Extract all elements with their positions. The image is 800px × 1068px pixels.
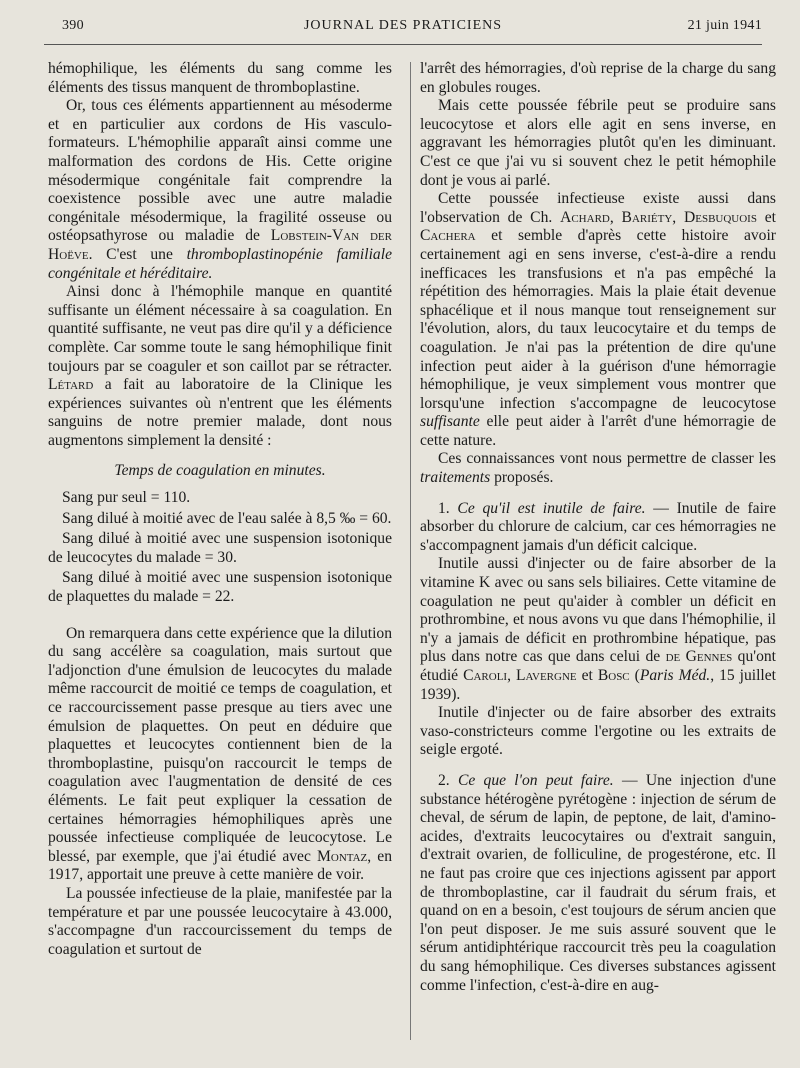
page-header [44,18,762,40]
result-line: Sang dilué à moitié avec de l'eau salée à 8,5 ‰ = 60. [62,509,392,527]
paragraph: l'arrêt des hémorragies, d'où reprise de la charge du sang en globules rouges. [420,60,776,96]
paragraph: hémophilique, les éléments du sang comme les éléments des tissus manquent de thromboplastine. [48,60,392,96]
result-line: Sang dilué à moitié avec une suspension isotonique de leucocytes du malade = 30. [48,530,392,566]
author-name: Létard [48,376,94,394]
section-heading-paragraph: 1. Ce qu'il est inutile de faire. — Inutile de faire absorber du chlorure de calcium, car ces hémorragies ne s'accompagnent jamais d'un déficit calcique. [420,499,777,554]
author-name: Lobstein-Van der Hoëve [48,227,392,263]
table-title: Temps de coagulation en minutes. [114,462,326,480]
right-column [420,60,776,995]
paragraph: Mais cette poussée fébrile peut se produire sans leucocytose et alors elle agit en sens inverse, en aggravant les hémorragies plutôt qu'en les diminuant. C'est ce que j'ai vu si souvent chez le petit hémophile dont je vous ai parlé. [420,97,776,189]
author-name: Montaz [317,847,368,865]
section-heading-paragraph: 2. Ce que l'on peut faire. — Une injection d'une substance hétérogène pyrétogène : injection de sérum de cheval, de sérum de lapin, de peptone, de lait, d'amino-acides, d'extraits leucocytaires ou d'extrait sanguin, d'extrait ovarien, de folliculine, de progestérone, etc. Il ne faut pas croire que ces injections agissent par apport de thromboplastine, car il faudrait du sérum frais, et quand on en a besoin, c'est toujours de sérum ancien que l'on peut disposer. Je me suis assuré souvent que le sérum antidiphtérique raccourcit très peu la coagulation du sang hémophilique. Ces diverses substances agissent comme l'infection, c'est-à-dire en aug- [420,771,776,994]
header-rule [44,44,762,45]
column-divider [410,62,411,1040]
paragraph: Or, tous ces éléments appartiennent au mésoderme et en particulier aux cordons de His vasculo-formateurs. L'hémophilie apparaît ainsi comme une malformation des cordons de His. Cette origine mésodermique congénitale fait comprendre la coexistence possible avec une autre maladie congénitale mésodermique, la fragilité osseuse ou ostéopsathyrose ou maladie de Lobstein-Van der Hoëve. C'est une thromboplastinopénie familiale congénitale et héréditaire. [48,97,392,282]
left-column [48,60,392,959]
paragraph: La poussée infectieuse de la plaie, manifestée par la température et par une poussée leucocytaire à 43.000, s'accompagne d'un raccourcissement du temps de coagulation et surtout de [48,884,392,958]
journal-title: JOURNAL DES PRATICIENS [303,18,503,33]
paragraph: Cette poussée infectieuse existe aussi dans l'observation de Ch. Achard, Bariéty, Desbuquois et Cachera et semble d'après cette histoire avoir certainement agi en sens inverse, c'est-à-dire a rendu inefficaces les transfusions et n'a pas empêché la répétition des hémorragies. Mais la plaie était devenue sphacélique et il nous manque tout renseignement sur l'évolution, alors, du taux leucocytaire et du temps de coagulation. Je n'ai pas la prétention de dire qu'une infection peut aider à la guérison d'une hémorragie hémophilique, je veux simplement vous montrer que lorsqu'une infection s'accompagne de leucocytose suffisante elle peut aider à l'arrêt d'une hémorragie de cette nature. [420,190,777,449]
paragraph: Ces connaissances vont nous permettre de classer les traitements proposés. [420,450,776,487]
page-number: 390 [62,18,84,33]
paragraph: Inutile d'injecter ou de faire absorber des extraits vaso-constricteurs comme l'ergotine ou les extraits de seigle ergoté. [420,704,776,759]
paragraph: On remarquera dans cette expérience que la dilution du sang accélère sa coagulation, mais surtout que l'adjonction d'une émulsion de leucocytes du malade même raccourcit de moitié ce temps de coagulation, et ce raccourcissement passe presque au tiers avec une émulsion de plaquettes. On peut en déduire que plaquettes et leucocytes contiennent bien de la thromboplastine, puisqu'on raccourcit le temps de coagulation avec l'augmentation de densité de ces éléments. Le fait peut expliquer la cessation de certaines hémorragies hémophiliques après une poussée infectieuse compliquée de leucocytose. Le blessé, par exemple, que j'ai étudié avec Montaz, en 1917, apportait une preuve à cette manière de voir. [48,624,393,884]
result-line: Sang dilué à moitié avec une suspension isotonique de plaquettes du malade = 22. [48,569,392,606]
issue-date: 21 juin 1941 [687,18,762,33]
paragraph: Ainsi donc à l'hémophile manque en quantité suffisante un élément nécessaire à sa coagulation. En quantité suffisante, ne veut pas dire qu'il y a déficience complète. Car somme toute le sang hémophilique finit toujours par se coaguler et son caillot par se rétracter. Létard a fait au laboratoire de la Clinique les expériences suivantes où n'entrent que les éléments sanguins de notre premier malade, dont nous augmentons simplement la densité : [48,283,392,449]
result-line: Sang pur seul = 110. [62,489,191,507]
paragraph: Inutile aussi d'injecter ou de faire absorber de la vitamine K avec ou sans sels biliaires. Cette vitamine de coagulation ne peut qu'aider à combler un déficit en prothrombine, et nous avons vu que dans l'hémophilie, il n'y a jamais de déficit en prothrombine hépatique, pas plus dans notre cas que dans celui de de Gennes qu'ont étudié Caroli, Lavergne et Bosc (Paris Méd., 15 juillet 1939). [420,555,777,703]
